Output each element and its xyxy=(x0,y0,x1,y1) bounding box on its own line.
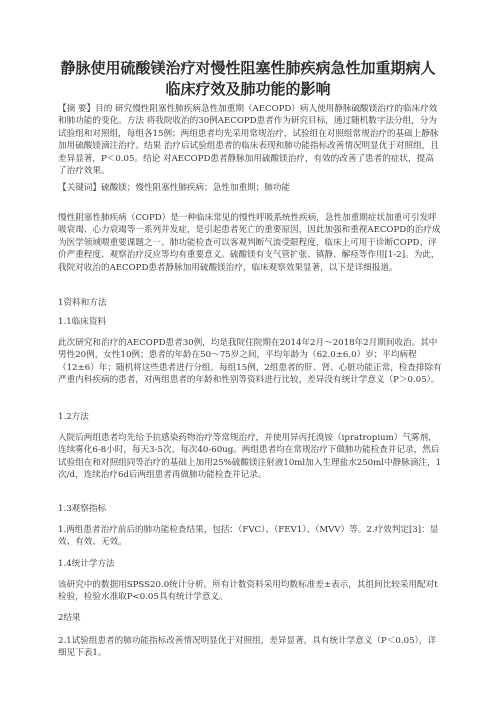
subsection-heading-1-2: 1.2方法 xyxy=(58,412,89,422)
section-heading-2: 2结果 xyxy=(58,613,81,623)
subsection-heading-1-4: 1.4统计学方法 xyxy=(58,559,115,569)
section-heading-1: 1资料和方法 xyxy=(58,298,107,308)
paragraph-1-2: 入院后两组患者均先给予抗感染药物治疗等常规治疗，并使用异丙托溴铵（ipratropium）气雾剂，连续雾化6-8小时，每天3-5次，每次40-60ug。两组患者均在常规治疗下做肺功能检查并记录，然后试验组在和对照组同等治疗的基础上加用25%硫酸镁注射液10ml加入生理盐水250ml中静脉滴注，1次/d，连续治疗6d后两组患者再做肺功能检查并记录。 xyxy=(58,433,442,481)
subsection-heading-1-1: 1.1临床资料 xyxy=(58,317,107,327)
subsection-heading-1-3: 1.3观察指标 xyxy=(58,504,107,514)
paragraph-1-4: 该研究中的数据用SPSS20.0统计分析，所有计数资料采用均数标准差±表示，其组间比较采用配对t检验，检验水准取P<0.05具有统计学意义。 xyxy=(58,580,438,603)
paper-title: 静脉使用硫酸镁治疗对慢性阻塞性肺疾病急性加重期病人临床疗效及肺功能的影响 xyxy=(60,59,436,98)
abstract: 【摘 要】目的 研究慢性阻塞性肺疾病急性加重期（AECOPD）病人使用静脉硫酸镁治疗的临床疗效和肺功能的变化。方法 将我院收治的30例AECOPD患者作为研究目标，通过随机数字法分组，分为试验组和对照组，每组各15例；两组患者均先采用常规治疗，试验组在对照组常规治疗的基础上静脉加用硫酸镁滴注治疗。结果 治疗后试验组患者的临床表现和肺功能指标改善情况明显优于对照组，且差异显著，P＜0.05。结论 对AECOPD患者静脉加用硫酸镁治疗，有效的改善了患者的症状，提高了治疗效果。 xyxy=(58,104,439,177)
paragraph-1-1: 此次研究和治疗的AECOPD患者30例，均是我院住院期在2014年2月～2018年2月期间收治。其中男性20例，女性10例；患者的年龄在50～75岁之间，平均年龄为（62.0±6.0）岁；平均病程（12±6）年；随机将这些患者进行分组，每组15例，2组患者的肝、肾、心脏功能正常，检查排除有严重内科疾病的患者，对两组患者的年龄和性别等资料进行比较，差异没有统计学意义（P＞0.05）。 xyxy=(58,338,442,386)
keywords: 【关键词】硫酸镁；慢性阻塞性肺疾病；急性加重期；肺功能 xyxy=(58,183,291,193)
paragraph-2-1: 2.1试验组患者的肺功能指标改善情况明显优于对照组，差异显著，具有统计学意义（P＜0.05），详细见下表1。 xyxy=(58,636,437,658)
introduction-paragraph: 慢性阻塞性肺疾病（COPD）是一种临床常见的慢性呼吸系统性疾病，急性加重期症状加重可引发呼吸衰竭、心力衰竭等一系列并发症，是引起患者死亡的重要原因，因此加强和重视AECOPD的治疗成为医学领域喂重要课题之一。肺功能检查可以客观判断气流受限程度，临床上可用于诊断COPD、评价严重程度、观察治疗反应等均有重要意义。硫酸镁有支气管扩张、镇静、解痉等作用[1-2]。为此，我院对收治的AECOPD患者静脉加用硫酸镁治疗，临床观察效果显著，以下是详细报道。 xyxy=(58,213,441,273)
paragraph-1-3: 1.两组患者治疗前后的肺功能检查结果，包括：（FVC）、（FEV1）、（MVV）等。2.疗效判定[3]：显效、有效、无效。 xyxy=(58,525,439,548)
